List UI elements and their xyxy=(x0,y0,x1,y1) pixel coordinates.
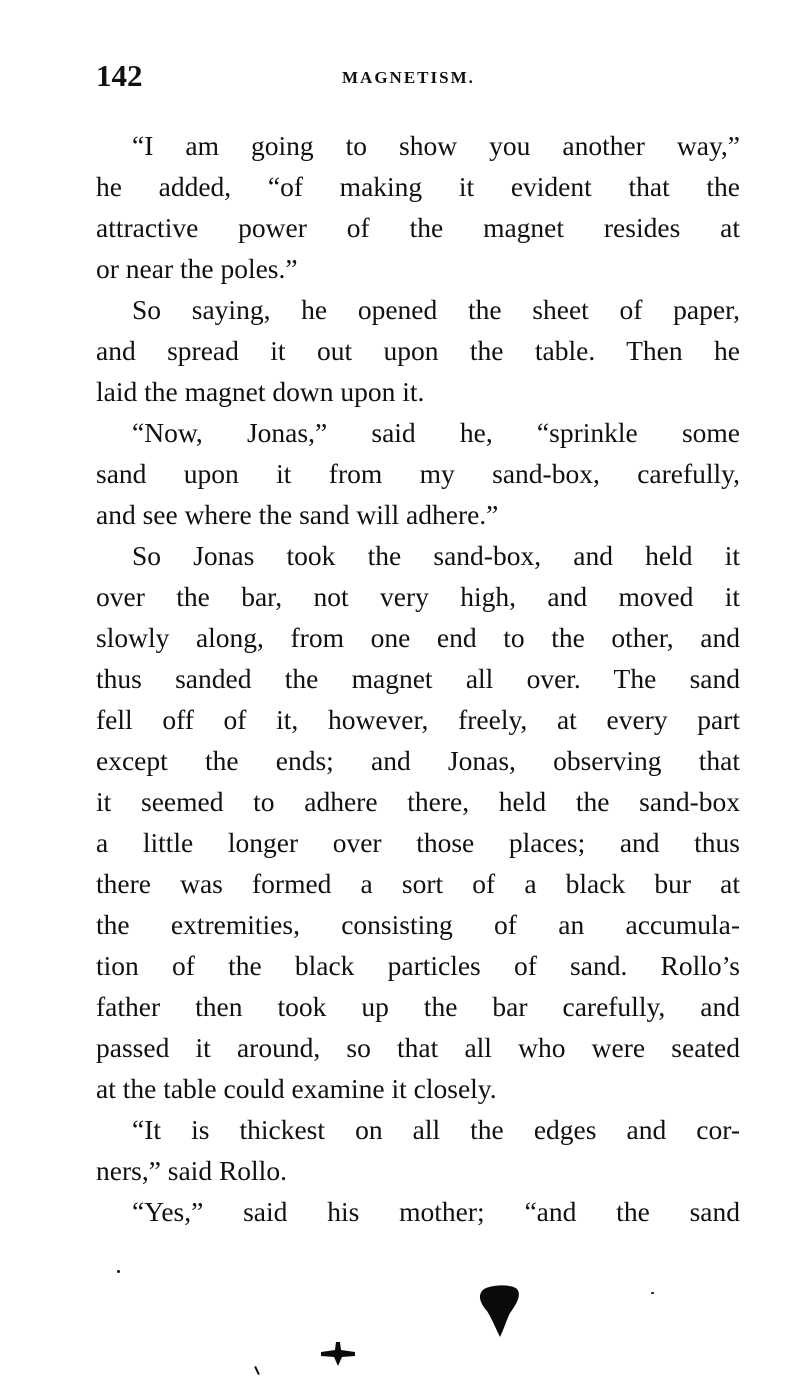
text-line: attractive power of the magnet resides at xyxy=(96,212,740,243)
dust-speck xyxy=(651,1292,654,1294)
text-line: and see where the sand will adhere.” xyxy=(96,499,499,530)
text-line: passed it around, so that all who were seated xyxy=(96,1032,740,1063)
text-line: “I am going to show you another way,” xyxy=(132,130,740,161)
text-line: ners,” said Rollo. xyxy=(96,1155,287,1186)
paragraph-1 xyxy=(96,125,740,289)
ink-blot-small xyxy=(318,1340,358,1368)
text-line: there was formed a sort of a black bur at xyxy=(96,868,740,899)
text-line: the extremities, consisting of an accumula- xyxy=(96,909,740,940)
text-line: and spread it out upon the table. Then he xyxy=(96,335,740,366)
text-line: or near the poles.” xyxy=(96,253,298,284)
text-line: So Jonas took the sand-box, and held it xyxy=(132,540,740,571)
text-line: sand upon it from my sand-box, carefully, xyxy=(96,458,740,489)
page-number: 142 xyxy=(96,58,143,93)
text-line: except the ends; and Jonas, observing that xyxy=(96,745,740,776)
text-line: he added, “of making it evident that the xyxy=(96,171,740,202)
paragraph-4 xyxy=(96,535,740,1109)
text-line: it seemed to adhere there, held the sand-box xyxy=(96,786,740,817)
text-line: father then took up the bar carefully, and xyxy=(96,991,740,1022)
text-line: tion of the black particles of sand. Rollo’s xyxy=(96,950,740,981)
text-line: fell off of it, however, freely, at every part xyxy=(96,704,740,735)
text-line: slowly along, from one end to the other, and xyxy=(96,622,740,653)
paragraph-3 xyxy=(96,412,740,535)
text-line: over the bar, not very high, and moved it xyxy=(96,581,740,612)
text-line: laid the magnet down upon it. xyxy=(96,376,425,407)
ink-blot-large xyxy=(476,1283,522,1339)
text-line: thus sanded the magnet all over. The sand xyxy=(96,663,740,694)
text-line: a little longer over those places; and thus xyxy=(96,827,740,858)
page-header xyxy=(96,58,740,102)
paragraph-5 xyxy=(96,1109,740,1191)
text-line: “Now, Jonas,” said he, “sprinkle some xyxy=(132,417,740,448)
running-head: MAGNETISM. xyxy=(342,68,475,87)
text-line: at the table could examine it closely. xyxy=(96,1073,497,1104)
text-line: “It is thickest on all the edges and cor- xyxy=(132,1114,740,1145)
paragraph-6 xyxy=(96,1191,740,1232)
text-line: So saying, he opened the sheet of paper, xyxy=(132,294,740,325)
paragraph-2 xyxy=(96,289,740,412)
text-line: “Yes,” said his mother; “and the sand xyxy=(132,1196,740,1227)
body-text xyxy=(96,125,740,1232)
dust-speck xyxy=(254,1366,260,1375)
dust-speck xyxy=(117,1270,120,1273)
